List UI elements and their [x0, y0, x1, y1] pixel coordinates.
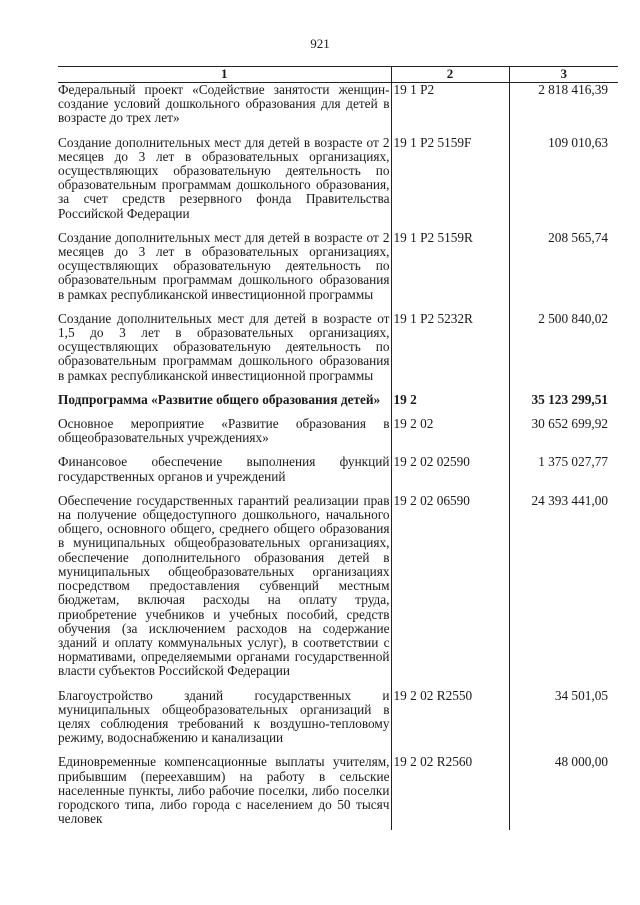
header-row: [58, 67, 618, 83]
table-row: [58, 417, 618, 455]
row-amount-cell: 2 818 416,39: [509, 83, 618, 136]
table-body: [58, 83, 618, 831]
row-code-cell: 19 1 P2 5232R: [391, 312, 509, 393]
row-amount-cell: 34 501,05: [509, 689, 618, 756]
row-amount-cell: 1 375 027,77: [509, 455, 618, 493]
row-name-cell: Единовременные компенсационные выплаты учителям, прибывшим (переехавшим) на работу в сельские населенные пункты, либо рабочие поселки, либо поселки городского типа, либо города с населением до 50 тысяч человек: [58, 754, 390, 827]
column-header-code: 2: [391, 67, 509, 83]
row-name-cell: Обеспечение государственных гарантий реализации прав на получение общедоступного дошкольного, начального общего, основного общего, среднего общего образования в муниципальных общеобразовательных организациях, обеспечение дополнительного образования детей в муниципальных общеобразовательных организациях посредством предоставления субвенций местным бюджетам, включая расходы на оплату труда, приобретение учебников и учебных пособий, средств обучения (за исключением расходов на содержание зданий и оплату коммунальных услуг), в соответствии с нормативами, определяемыми органами государственной власти субъектов Российской Федерации: [58, 492, 390, 679]
row-name-cell: Создание дополнительных мест для детей в возрасте от 1,5 до 3 лет в образовательных организациях, осуществляющих образовательную деятельность по образовательным программам дошкольного образования в рамках республиканской инвестиционной программы: [58, 310, 390, 383]
row-name-cell: Федеральный проект «Содействие занятости женщин-создание условий дошкольного образования для детей в возрасте до трех лет»: [58, 82, 390, 126]
page-number: 921: [310, 36, 330, 51]
row-amount-cell: 35 123 299,51: [509, 393, 618, 417]
row-amount-cell: 30 652 699,92: [509, 417, 618, 455]
row-code-cell: 19 2 02 R2550: [391, 689, 509, 756]
row-code-cell: 19 1 P2 5159R: [391, 231, 509, 312]
row-code-cell: 19 1 P2 5159F: [391, 136, 509, 231]
row-name-cell: Благоустройство зданий государственных и муниципальных общеобразовательных организаций в целях соблюдения требований к воздушно-тепловому режиму, водоснабжению и канализации: [58, 687, 390, 746]
column-header-name: 1: [58, 67, 391, 83]
table-row: [58, 689, 618, 756]
row-name-cell: Создание дополнительных мест для детей в возрасте от 2 месяцев до 3 лет в образовательных организациях, осуществляющих образовательную деятельность по образовательным программам дошкольного образования в рамках республиканской инвестиционной программы: [58, 229, 390, 302]
row-amount-cell: 24 393 441,00: [509, 494, 618, 689]
row-code-cell: 19 2 02: [391, 417, 509, 455]
row-code-cell: 19 1 P2: [391, 83, 509, 136]
column-header-amount: 3: [509, 67, 618, 83]
row-amount-cell: 109 010,63: [509, 136, 618, 231]
row-code-cell: 19 2 02 R2560: [391, 755, 509, 830]
row-name-cell: Создание дополнительных мест для детей в возрасте от 2 месяцев до 3 лет в образовательных организациях, осуществляющих образовательную деятельность по образовательным программам дошкольного образования, за счет средств резервного фонда Правительства Российской Федерации: [58, 134, 390, 221]
row-code-cell: 19 2: [391, 393, 509, 417]
table-header: [58, 67, 618, 83]
table-row: [58, 83, 618, 136]
row-amount-cell: 2 500 840,02: [509, 312, 618, 393]
table-row: [58, 494, 618, 689]
row-name-cell: Основное мероприятие «Развитие образования в общеобразовательных учреждениях»: [58, 416, 390, 446]
table-row: [58, 231, 618, 312]
row-name-cell: Подпрограмма «Развитие общего образования детей»: [58, 391, 381, 407]
row-amount-cell: 208 565,74: [509, 231, 618, 312]
row-name-cell: Финансовое обеспечение выполнения функций государственных органов и учреждений: [58, 454, 390, 484]
table-row: [58, 455, 618, 493]
row-code-cell: 19 2 02 06590: [391, 494, 509, 689]
table-row: [58, 393, 618, 417]
budget-table: [58, 66, 618, 830]
row-code-cell: 19 2 02 02590: [391, 455, 509, 493]
row-amount-cell: 48 000,00: [509, 755, 618, 830]
table-row: [58, 755, 618, 830]
table-row: [58, 312, 618, 393]
table-row: [58, 136, 618, 231]
